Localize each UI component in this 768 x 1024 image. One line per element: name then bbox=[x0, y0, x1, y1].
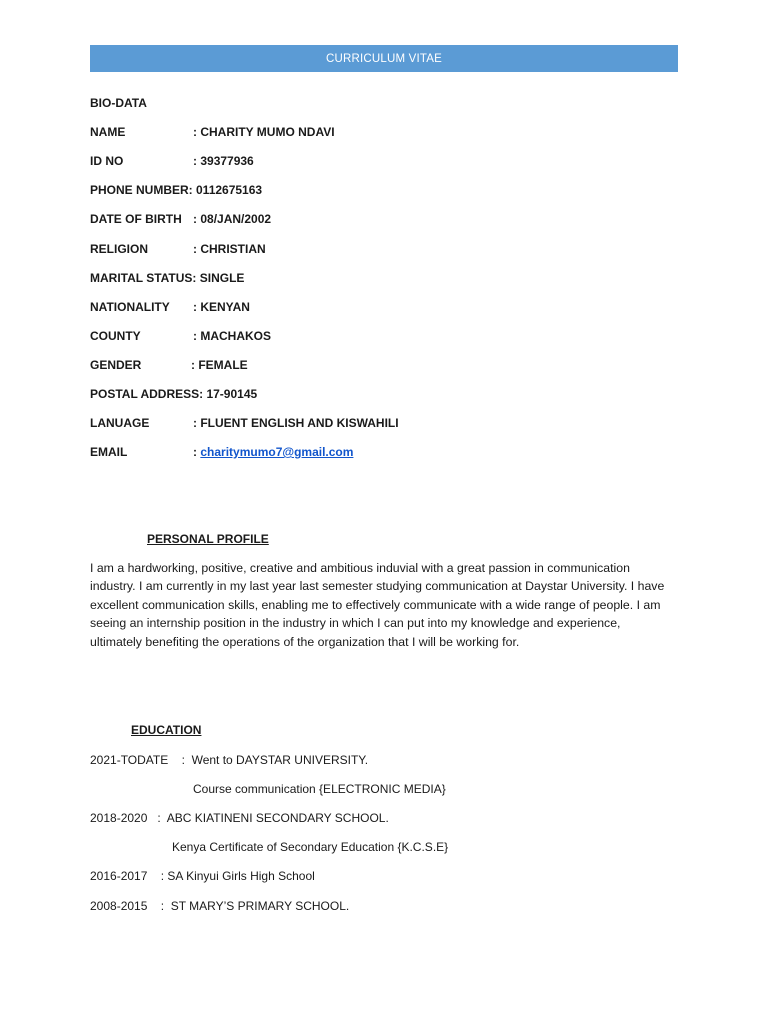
name-label: NAME bbox=[90, 125, 126, 139]
profile-text: I am a hardworking, positive, creative and ambitious induvial with a great passion in communication industry. I am currently in my last year last semester studying communication at Daystar University. I have excellent communication skills, enabling me to effectively communicate with a wide range of people. I am seeing an internship position in the industry in which I can put into my knowledge and experience, ultimately benefiting the operations of the organization that I will be working for. bbox=[90, 561, 665, 649]
county-row bbox=[90, 328, 271, 344]
id-label: ID NO bbox=[90, 154, 124, 168]
language-sep: : bbox=[193, 416, 201, 430]
education-entry-2: 2018-2020 : ABC KIATINENI SECONDARY SCHOOL. bbox=[90, 811, 389, 825]
nationality-label: NATIONALITY bbox=[90, 300, 170, 314]
phone-row: PHONE NUMBER: 0112675163 bbox=[90, 183, 263, 197]
dob-label: DATE OF BIRTH bbox=[90, 212, 182, 226]
id-sep: : bbox=[193, 154, 201, 168]
name-sep: : bbox=[193, 125, 201, 139]
religion-value: CHRISTIAN bbox=[200, 242, 266, 256]
education-entry-4: 2008-2015 : ST MARY’S PRIMARY SCHOOL. bbox=[90, 899, 350, 913]
dob-value: 08/JAN/2002 bbox=[200, 212, 272, 226]
name-value: CHARITY MUMO NDAVI bbox=[200, 125, 335, 139]
education-detail-2: Kenya Certificate of Secondary Education {K.C.S.E} bbox=[172, 840, 449, 854]
education-entry-1: 2021-TODATE : Went to DAYSTAR UNIVERSITY. bbox=[90, 753, 369, 767]
religion-row bbox=[90, 241, 266, 257]
email-sep: : bbox=[193, 445, 201, 459]
language-row bbox=[90, 415, 399, 431]
email-label: EMAIL bbox=[90, 445, 128, 459]
county-sep: : bbox=[193, 329, 201, 343]
dob-sep: : bbox=[193, 212, 201, 226]
gender-value: FEMALE bbox=[198, 358, 248, 372]
county-label: COUNTY bbox=[90, 329, 141, 343]
postal-row: POSTAL ADDRESS: 17-90145 bbox=[90, 387, 258, 401]
profile-heading: PERSONAL PROFILE bbox=[147, 532, 269, 546]
education-heading: EDUCATION bbox=[131, 723, 202, 737]
cv-title-banner: CURRICULUM VITAE bbox=[90, 45, 678, 72]
education-entry-3: 2016-2017 : SA Kinyui Girls High School bbox=[90, 869, 315, 883]
email-link[interactable]: charitymumo7@gmail.com bbox=[200, 445, 354, 459]
id-row bbox=[90, 153, 254, 169]
education-detail-1: Course communication {ELECTRONIC MEDIA} bbox=[193, 782, 446, 796]
nationality-sep: : bbox=[193, 300, 201, 314]
gender-sep: : bbox=[191, 358, 199, 372]
nationality-row bbox=[90, 299, 250, 315]
religion-label: RELIGION bbox=[90, 242, 149, 256]
dob-row bbox=[90, 211, 271, 227]
name-row bbox=[90, 124, 335, 140]
email-row bbox=[90, 444, 353, 460]
language-value: FLUENT ENGLISH AND KISWAHILI bbox=[200, 416, 399, 430]
id-value: 39377936 bbox=[200, 154, 254, 168]
gender-label: GENDER bbox=[90, 358, 142, 372]
gender-row bbox=[90, 357, 248, 373]
religion-sep: : bbox=[193, 242, 201, 256]
county-value: MACHAKOS bbox=[200, 329, 272, 343]
language-label: LANUAGE bbox=[90, 416, 150, 430]
nationality-value: KENYAN bbox=[200, 300, 250, 314]
marital-row: MARITAL STATUS: SINGLE bbox=[90, 271, 245, 285]
biodata-heading: BIO-DATA bbox=[90, 96, 147, 110]
